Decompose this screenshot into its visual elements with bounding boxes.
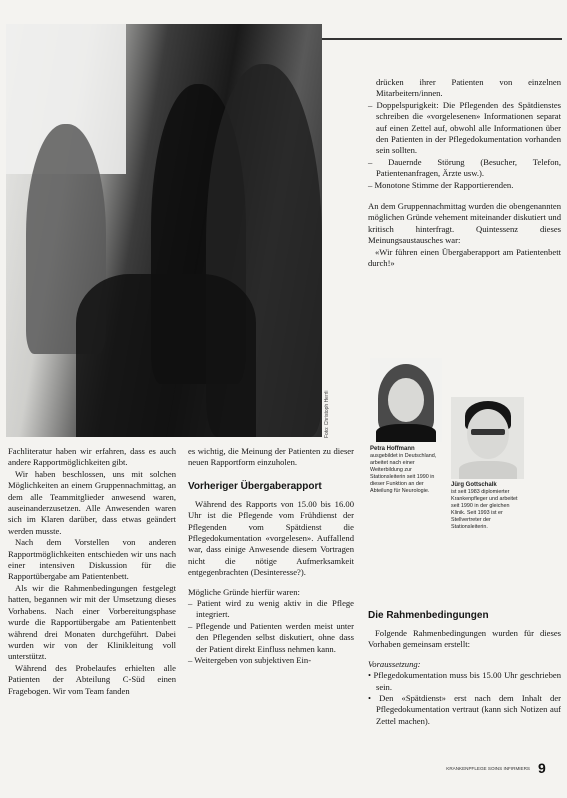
paragraph: Während des Rapports von 15.00 bis 16.00 Uhr ist die Pflegende vom Frühdienst der Pflegenden vom Spätdienst die Pflegedokumentation «vorgelesen». Auffallend war, dass einige Anwesende diesem Vortragen nicht die nötige Aufmerksamkeit entgegenbrachten (Desinteresse?). <box>188 498 354 578</box>
list-item: • Pflegedokumentation muss bis 15.00 Uhr geschrieben sein. <box>368 670 561 692</box>
paragraph: Folgende Rahmenbedingungen wurden für dieses Vorhaben gemeinsam erstellt: <box>368 628 561 650</box>
portrait-text: ausgebildet in Deutschland, arbeitet nach einer Weiterbildung zur Stationsleiterin seit 1990 in dieser Funktion an der Abteilung für Neurologie. <box>370 453 437 494</box>
portrait-name: Petra Hoffmann <box>370 446 415 452</box>
paragraph: Fachliteratur haben wir erfahren, dass es auch andere Rapportmöglichkeiten gibt. <box>8 446 176 468</box>
reasons-list-continued <box>368 77 561 191</box>
column-3-bottom <box>368 606 561 727</box>
portrait-name: Jürg Gottschalk <box>451 482 497 488</box>
paragraph: Nach dem Vorstellen von anderen Rapportmöglichkeiten entschieden wir uns nach einer intensiven Diskussion für die Rapportübergabe am Patientenbett. <box>8 537 176 582</box>
column-1 <box>8 446 176 697</box>
section-heading: Vorheriger Übergaberapport <box>188 480 322 492</box>
section-heading: Die Rahmenbedingungen <box>368 610 489 621</box>
list-item: – Doppelspurigkeit: Die Pflegenden des Spätdienstes schreiben die «vorgelesenen» Informationen separat auf einen Zettel auf, obwohl alle Informationen über den Patienten in der Pflegedokumentation vorhanden sein sollten. <box>368 99 561 156</box>
paragraph: An dem Gruppennachmittag wurden die obengenannten möglichen Gründe vehement miteinander diskutiert und kritisch hinterfragt. Quintessenz dieses Meinungsaustausches war: <box>368 201 561 246</box>
list-item: – Pflegende und Patienten werden meist unter den Pflegenden selbst diskutiert, ohne dass der Patient direkt Einfluss nehmen kann. <box>188 620 354 654</box>
list-item: – Monotone Stimme der Rapportierenden. <box>368 179 514 190</box>
top-rule <box>322 38 562 40</box>
page-number: 9 <box>538 760 546 776</box>
list-item: – Dauernde Störung (Besucher, Telefon, Patientenanfragen, Ärzte usw.). <box>368 156 561 179</box>
list-item: • Den «Spätdienst» erst nach dem Inhalt der Pflegedokumentation vertraut (kann sich Notizen auf Zettel machen). <box>368 693 561 726</box>
paragraph: es wichtig, die Meinung der Patienten zu dieser neuen Rapportform einzuholen. <box>188 446 354 468</box>
paragraph: Mögliche Gründe hierfür waren: <box>188 586 300 597</box>
list-item: – Patient wird zu wenig aktiv in die Pflege integriert. <box>188 598 354 620</box>
portrait-text: ist seit 1983 diplomierter Krankenpfleger und arbeitet seit 1990 in der gleichen Klinik. Seit 1993 ist er Stellvertreter der Stationsleiterin. <box>451 489 518 530</box>
column-3 <box>368 77 561 270</box>
portrait-caption <box>370 446 444 495</box>
subheading: Voraussetzung: <box>368 658 421 669</box>
portrait-petra-hoffmann <box>370 358 442 442</box>
paragraph: Während des Probelaufes erhielten alle Patienten der Abteilung C-Süd einen Fragebogen. Wir vom Team fanden <box>8 662 176 696</box>
list-item: drücken ihrer Patienten von einzelnen Mitarbeitern/innen. <box>376 77 561 99</box>
conditions-list <box>368 670 561 727</box>
quote: «Wir führen einen Übergaberapport am Patientenbett durch!» <box>368 246 561 269</box>
paragraph: Als wir die Rahmenbedingungen festgelegt hatten, begannen wir mit der Umsetzung dieses Vorhabens. Nach einer Vorbereitungsphase wurde die Rapportübergabe am Patientenbett während drei Monaten durchgeführt. Dabei wurden wir von der Klinikleitung voll unterstützt. <box>8 582 176 662</box>
column-2 <box>188 446 354 667</box>
portrait-juerg-gottschalk <box>451 397 524 479</box>
reasons-list <box>188 598 354 666</box>
photo-credit: Foto: Christoph Herrli <box>324 390 330 438</box>
nurses-photo <box>6 24 322 437</box>
list-item: – Weitergeben von subjektiven Ein- <box>188 655 312 666</box>
portrait-caption <box>451 482 525 531</box>
paragraph: Wir haben beschlossen, uns mit solchen Möglichkeiten an einem Gruppennachmittag, an dem alle Teammitglieder anwesend waren, auseinanderzusetzen. Alle Anwesenden waren sich im Klaren darüber, dass etwas geändert werden musste. <box>8 468 176 536</box>
journal-name: KRANKENPFLEGE SOINS INFIRMIERS <box>446 766 530 771</box>
